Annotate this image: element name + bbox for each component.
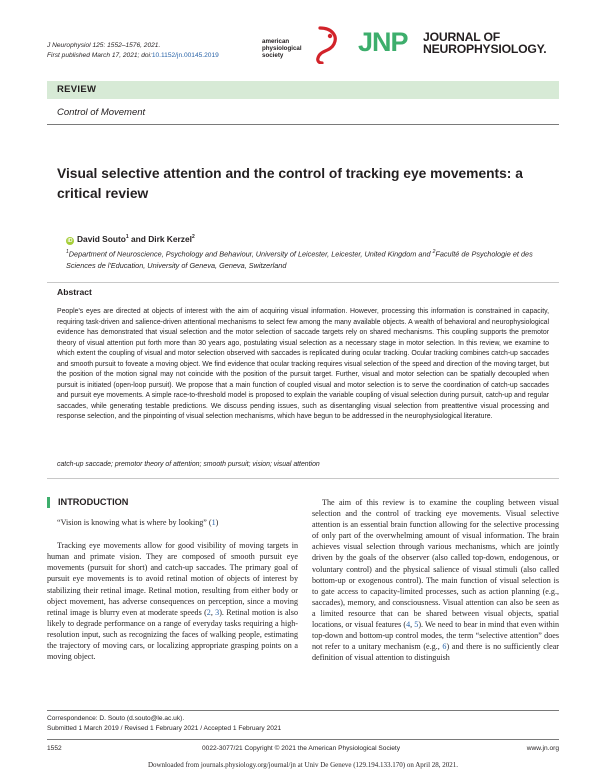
article-type: REVIEW — [57, 84, 97, 95]
journal-site-link[interactable]: www.jn.org — [526, 745, 559, 752]
divider — [47, 124, 559, 125]
jnp-mark: JNP — [358, 27, 408, 57]
reference-link[interactable]: 4 — [406, 620, 411, 630]
author-list: iD David Souto$^1$ and Dirk Kerzel$^2$ — [67, 234, 195, 244]
correspondence: Correspondence: D. Souto (d.souto@le.ac.uk). — [47, 715, 185, 722]
author-name[interactable]: David Souto — [77, 234, 126, 244]
aps-logo — [262, 24, 344, 68]
journal-logo — [358, 28, 558, 58]
aps-logo-text: american physiological society — [262, 38, 302, 59]
journal-name: JOURNAL OF NEUROPHYSIOLOGY. — [423, 30, 547, 56]
body-column-left — [47, 497, 298, 662]
reference-link[interactable]: 1 — [211, 518, 216, 528]
publication-line — [47, 51, 219, 61]
heading-accent — [47, 497, 50, 508]
doi-link[interactable]: 10.1152/jn.00145.2019 — [151, 52, 219, 59]
body-column-right — [312, 497, 559, 663]
reference-link[interactable]: 5 — [414, 620, 419, 630]
page-number: 1552 — [47, 745, 62, 752]
citation-block — [47, 41, 219, 61]
published-date: First published March 17, 2021; doi: — [47, 52, 152, 59]
abstract-heading: Abstract — [57, 287, 92, 297]
download-note: Downloaded from journals.physiology.org/journal/jn at Univ De Geneve (129.194.133.170) on April 28, 2021. — [147, 761, 459, 769]
section-name: Control of Movement — [57, 107, 146, 118]
epigraph: “Vision is knowing what is where by looking” (1) — [57, 518, 219, 528]
divider — [47, 739, 559, 740]
reference-link[interactable]: 6 — [442, 642, 447, 652]
author-name[interactable]: Dirk Kerzel — [148, 234, 192, 244]
paragraph: Tracking eye movements allow for good visibility of moving targets in human and primate vision. They are composed of smooth pursuit eye movements (pursuit for short) and catch-up saccades. The primary goal of pursuit eye movements is to avoid retinal motion of objects of interest by stabilizing their retinal image. Retinal motion, resulting from either body or object movement, has adverse consequences on perception, since a moving retinal image is blurry even at moderate speeds (2, 3). Retinal motion is also likely to degrade performance on a range of everyday tasks requiring a high-resolution input, such as recognizing the faces of walking people, estimating the trajectory of moving cars, or localizing appropriate grasping points on a moving object. — [47, 541, 298, 662]
divider — [47, 710, 559, 711]
divider — [47, 282, 559, 283]
section-heading: INTRODUCTION — [47, 497, 298, 508]
divider — [47, 478, 559, 479]
article-title: Visual selective attention and the control of tracking eye movements: a critical review — [57, 166, 523, 201]
reference-link[interactable]: 3 — [215, 607, 220, 617]
orcid-icon[interactable]: iD — [67, 238, 73, 244]
reference-link[interactable]: 2 — [206, 607, 211, 617]
abstract-text: People's eyes are directed at objects of interest with the aim of acquiring visual information. However, processing this information is constrained in capacity, requiring task-driven and salience-driven attentional mechanisms to select few among the many available objects. A wealth of behavioral and neurophysiological evidence has demonstrated that visual selection and the motor selection of saccade targets rely on shared mechanisms. This coupling supports the premotor theory of visual attention put forth more than 30 years ago, postulating visual selection as a necessary stage in motor selection. In this review, we examine to which extent the coupling of visual and motor selection observed with saccades is replicated during ocular tracking. Ocular tracking combines catch-up saccades and smooth pursuit to foveate a moving object. We find evidence that ocular tracking requires visual selection of the speed and direction of the moving target, but the position of the motion signal may not coincide with the position of the pursuit target. Further, visual and motor selection can be spatially decoupled when pursuit is initiated (open-loop pursuit). We propose that a main function of coupled visual and motor selection is to serve the coordination of catch-up saccades and pursuit eye movements. A simple race-to-threshold model is proposed to explain the variable coupling of visual selection during pursuit, catch-up and regular saccades, while generating testable predictions. We discuss pending issues, such as disentangling visual selection from preattentive visual processing and response selection, and the pinpointing of visual selection mechanisms, which have begun to be addressed in the neurophysiological literature. — [57, 308, 549, 420]
aps-emblem-icon — [314, 26, 340, 64]
paragraph: The aim of this review is to examine the coupling between visual selection and the control of tracking eye movements. Visual selective attention is an essential brain function allowing for the selective processing of only part of the overwhelming amount of visual information. The brain achieves visual selection through various mechanisms, which are jointly driven by the goals of the observer (also called top-down, endogenous, or voluntary control) and the physical salience of visual stimuli (also called bottom-up or exogenous control). The main function of visual selection is to gate access to capacity-limited processes, such as action planning (e.g., saccades), memory, and consciousness. Visual attention can also be seen as a limited resource that can be shared between visual objects, spatial locations, or visual features (4, 5). We need to bear in mind that even within top-down and bottom-up control modes, the term “selective attention” does not refer to a unitary mechanism (e.g., 6) and there is no sufficiently clear definition of visual attention to distinguish — [312, 498, 559, 663]
keywords: catch-up saccade; premotor theory of attention; smooth pursuit; vision; visual attention — [57, 461, 320, 468]
article-type-bar — [47, 81, 559, 99]
affiliations: $^1$Department of Neuroscience, Psychology and Behaviour, University of Leicester, Leicester, United Kingdom and $^2$Faculté de Psychologie et des Sciences de l'Education, University of Geneva, Geneva, Switzerland — [66, 249, 533, 271]
copyright: 0022-3077/21 Copyright © 2021 the American Physiological Society — [201, 745, 401, 752]
citation-line: J Neurophysiol 125: 1552–1576, 2021. — [47, 42, 161, 49]
submission-dates: Submitted 1 March 2019 / Revised 1 February 2021 / Accepted 1 February 2021 — [47, 725, 282, 732]
